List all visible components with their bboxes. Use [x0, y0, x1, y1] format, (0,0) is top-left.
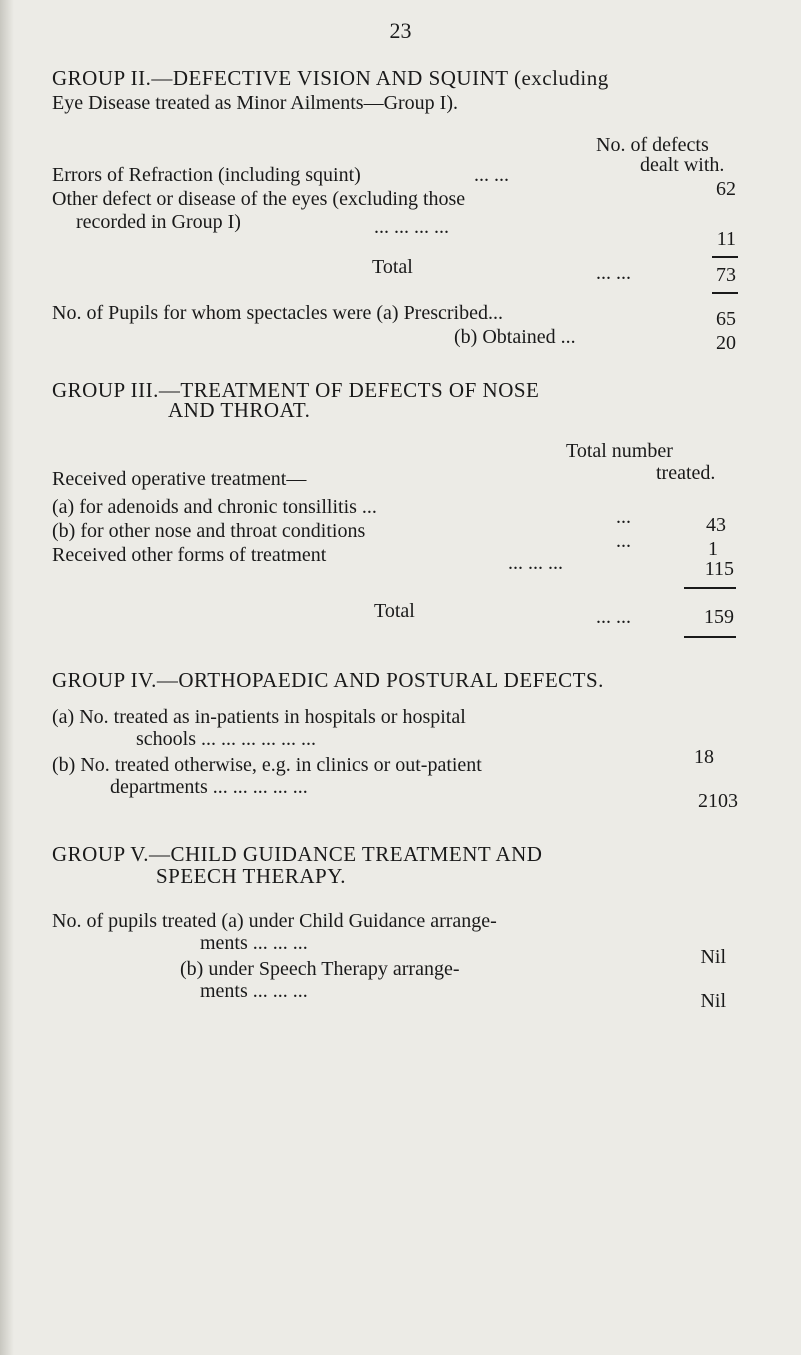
group4-heading: GROUP IV.—ORTHOPAEDIC AND POSTURAL DEFECTS.	[52, 668, 604, 692]
group3-row-b-value: 1	[708, 538, 718, 560]
group5-row-b-line2: ments ... ... ...	[200, 980, 308, 1002]
group2-obtained-label: (b) Obtained ...	[454, 326, 576, 348]
group2-total-label: Total	[372, 256, 413, 278]
group2-heading-line1: GROUP II.—DEFECTIVE VISION AND SQUINT (excluding	[52, 66, 609, 90]
group3-total-label: Total	[374, 600, 415, 622]
page-number: 23	[389, 18, 412, 43]
group3-row-a-leader: ...	[616, 506, 631, 528]
group3-received-operative: Received operative treatment—	[52, 468, 307, 490]
group5-row-a-value: Nil	[700, 946, 726, 968]
group3-row-b-leader: ...	[616, 530, 631, 552]
group3-heading-line1: GROUP III.—TREATMENT OF DEFECTS OF NOSE	[52, 378, 540, 402]
group3-row-c-label: Received other forms of treatment	[52, 544, 327, 566]
group4-row-a-line1: (a) No. treated as in-patients in hospitals or hospital	[52, 706, 466, 728]
group4-row-a-value: 18	[694, 746, 714, 768]
group3-total-value: 159	[704, 606, 734, 628]
group2-spectacles-label: No. of Pupils for whom spectacles were (a) Prescribed...	[52, 302, 503, 324]
group2-row1-label: Errors of Refraction (including squint)	[52, 164, 361, 186]
group3-row-a-value: 43	[706, 514, 726, 536]
group3-total-leader: ... ...	[596, 606, 631, 628]
group2-total-leader: ... ...	[596, 262, 631, 284]
group3-row-c-leader: ... ... ...	[508, 552, 563, 574]
group2-total-value: 73	[716, 264, 736, 286]
group2-row2-label-line1: Other defect or disease of the eyes (excluding those	[52, 188, 466, 210]
group2-column-header-line2: dealt with.	[640, 154, 725, 176]
group3-total-rule	[684, 587, 736, 589]
group2-total-underline	[712, 292, 738, 294]
group3-column-header-line1: Total number	[566, 440, 673, 462]
group2-obtained-value: 20	[716, 332, 736, 354]
group2-spectacles-value: 65	[716, 308, 736, 330]
group3-row-c-value: 115	[704, 558, 734, 580]
group2-row1-leader: ... ...	[474, 164, 509, 186]
group5-heading-line1: GROUP V.—CHILD GUIDANCE TREATMENT AND	[52, 842, 543, 866]
group3-row-a-label: (a) for adenoids and chronic tonsillitis ...	[52, 496, 377, 518]
group3-heading-line2: AND THROAT.	[168, 398, 311, 422]
group3-total-underline	[684, 636, 736, 638]
group3-column-header-line2: treated.	[656, 462, 716, 484]
group2-heading-line2: Eye Disease treated as Minor Ailments—Group I).	[52, 92, 459, 114]
group5-row-a-line1: No. of pupils treated (a) under Child Guidance arrange-	[52, 910, 497, 932]
group2-column-header-line1: No. of defects	[596, 134, 709, 156]
group4-row-b-value: 2103	[698, 790, 738, 812]
group5-row-b-line1: (b) under Speech Therapy arrange-	[180, 958, 460, 980]
group5-heading-line2: SPEECH THERAPY.	[156, 864, 346, 888]
group2-row1-value: 62	[716, 178, 736, 200]
group3-row-b-label: (b) for other nose and throat conditions	[52, 520, 366, 542]
page-edge-shadow	[0, 0, 14, 1355]
group4-row-b-line1: (b) No. treated otherwise, e.g. in clinics or out-patient	[52, 754, 482, 776]
group5-row-b-value: Nil	[700, 990, 726, 1012]
group2-row2-value: 11	[716, 228, 736, 250]
group4-row-a-line2: schools ... ... ... ... ... ...	[136, 728, 316, 750]
group2-total-rule	[712, 256, 738, 258]
group2-row2-label-line2: recorded in Group I)	[76, 211, 241, 233]
group2-row2-leader: ... ... ... ...	[374, 216, 449, 238]
group4-row-b-line2: departments ... ... ... ... ...	[110, 776, 308, 798]
group5-row-a-line2: ments ... ... ...	[200, 932, 308, 954]
